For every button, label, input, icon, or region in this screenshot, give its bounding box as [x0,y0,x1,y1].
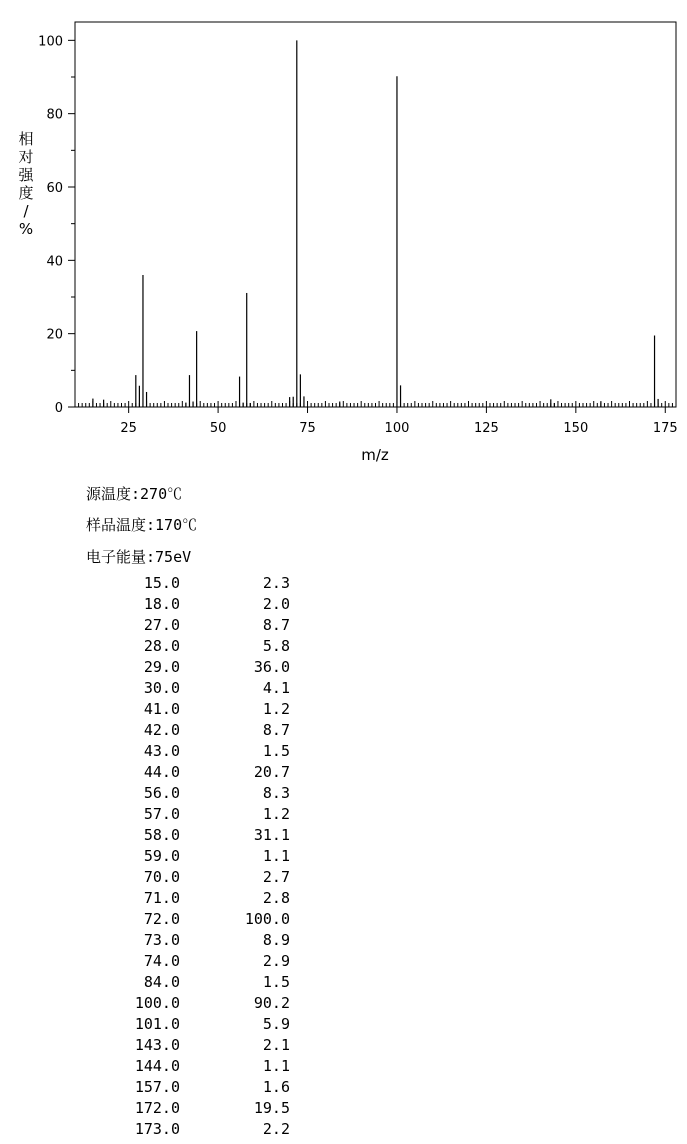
intensity-value: 8.9 [262,931,290,949]
mz-value: 27.0 [143,616,180,634]
electron-energy: 电子能量:75eV [86,548,192,566]
mz-value: 58.0 [143,826,180,844]
y-axis-title-char: 强 [18,166,34,184]
y-axis-title-char: % [18,220,34,238]
table-row [100,804,290,825]
intensity-value: 2.3 [262,574,290,592]
y-tick-label: 100 [38,34,63,50]
y-tick-label: 80 [46,107,63,123]
x-tick-label: 100 [384,421,410,436]
mz-value: 56.0 [143,784,180,802]
table-row [100,909,290,930]
mz-value: 173.0 [134,1120,180,1138]
intensity-value: 100.0 [244,910,290,928]
spectrum-peaks [93,40,658,407]
x-axis-title: m/z [361,446,389,464]
intensity-value: 1.1 [262,847,290,865]
mz-value: 144.0 [134,1057,180,1075]
table-row [100,783,290,804]
x-axis-ticks [120,407,677,436]
table-row [100,1077,290,1098]
intensity-value: 2.7 [262,868,290,886]
table-row [100,762,290,783]
table-row [100,720,290,741]
x-tick-label: 25 [120,421,137,436]
intensity-value: 8.7 [262,616,290,634]
y-tick-label: 20 [46,327,63,343]
intensity-value: 31.1 [253,826,290,844]
mz-value: 28.0 [143,637,180,655]
table-row [100,825,290,846]
mz-value: 57.0 [143,805,180,823]
y-axis-ticks [38,34,75,416]
mz-value: 72.0 [143,910,180,928]
table-row [100,615,290,636]
table-row [100,678,290,699]
mz-value: 30.0 [143,679,180,697]
y-axis-title-char: 度 [18,184,34,202]
sample-temperature: 样品温度:170℃ [86,516,198,534]
x-tick-label: 175 [652,421,678,436]
peak-table [100,573,290,1140]
y-axis-title-char: / [23,202,29,220]
mz-value: 59.0 [143,847,180,865]
table-row [100,699,290,720]
mz-value: 42.0 [143,721,180,739]
mass-spectrum-chart [0,0,687,470]
plot-frame [75,22,676,407]
mz-value: 100.0 [134,994,180,1012]
table-row [100,573,290,594]
table-row [100,1014,290,1035]
table-row [100,846,290,867]
intensity-value: 2.9 [262,952,290,970]
intensity-value: 2.1 [262,1036,290,1054]
table-row [100,1098,290,1119]
x-tick-label: 125 [473,421,499,436]
table-row [100,951,290,972]
intensity-value: 4.1 [262,679,290,697]
mz-value: 44.0 [143,763,180,781]
intensity-value: 5.9 [262,1015,290,1033]
table-row [100,993,290,1014]
table-row [100,972,290,993]
intensity-value: 1.6 [262,1078,290,1096]
table-row [100,930,290,951]
intensity-value: 36.0 [253,658,290,676]
table-row [100,636,290,657]
x-tick-label: 75 [299,421,316,436]
table-row [100,888,290,909]
mz-value: 41.0 [143,700,180,718]
table-row [100,1056,290,1077]
y-axis-title-char: 对 [18,148,34,166]
mz-value: 71.0 [143,889,180,907]
x-tick-label: 150 [563,421,589,436]
table-row [100,741,290,762]
table-row [100,1119,290,1140]
intensity-value: 19.5 [253,1099,290,1117]
intensity-value: 2.0 [262,595,290,613]
intensity-value: 20.7 [253,763,290,781]
intensity-value: 5.8 [262,637,290,655]
mz-value: 74.0 [143,952,180,970]
mz-value: 73.0 [143,931,180,949]
x-tick-label: 50 [209,421,227,436]
mz-value: 29.0 [143,658,180,676]
intensity-value: 2.8 [262,889,290,907]
table-row [100,1035,290,1056]
intensity-value: 1.5 [262,973,290,991]
table-row [100,594,290,615]
y-axis-title-char: 相 [18,130,34,148]
mz-value: 84.0 [143,973,180,991]
mz-value: 143.0 [134,1036,180,1054]
mz-value: 15.0 [143,574,180,592]
intensity-value: 1.2 [262,700,290,718]
mz-value: 157.0 [134,1078,180,1096]
y-tick-label: 0 [54,401,63,416]
intensity-value: 90.2 [253,994,290,1012]
y-axis-title [18,130,34,238]
intensity-value: 8.3 [262,784,290,802]
intensity-value: 1.1 [262,1057,290,1075]
y-tick-label: 40 [46,254,63,270]
mz-value: 172.0 [134,1099,180,1117]
mz-value: 43.0 [143,742,180,760]
intensity-value: 2.2 [262,1120,290,1138]
table-row [100,657,290,678]
table-row [100,867,290,888]
intensity-value: 1.5 [262,742,290,760]
x-minor-ticks [75,401,676,407]
intensity-value: 8.7 [262,721,290,739]
mz-value: 101.0 [134,1015,180,1033]
mz-value: 70.0 [143,868,180,886]
mz-value: 18.0 [143,595,180,613]
intensity-value: 1.2 [262,805,290,823]
y-tick-label: 60 [46,181,63,196]
source-temperature: 源温度:270℃ [86,485,183,503]
